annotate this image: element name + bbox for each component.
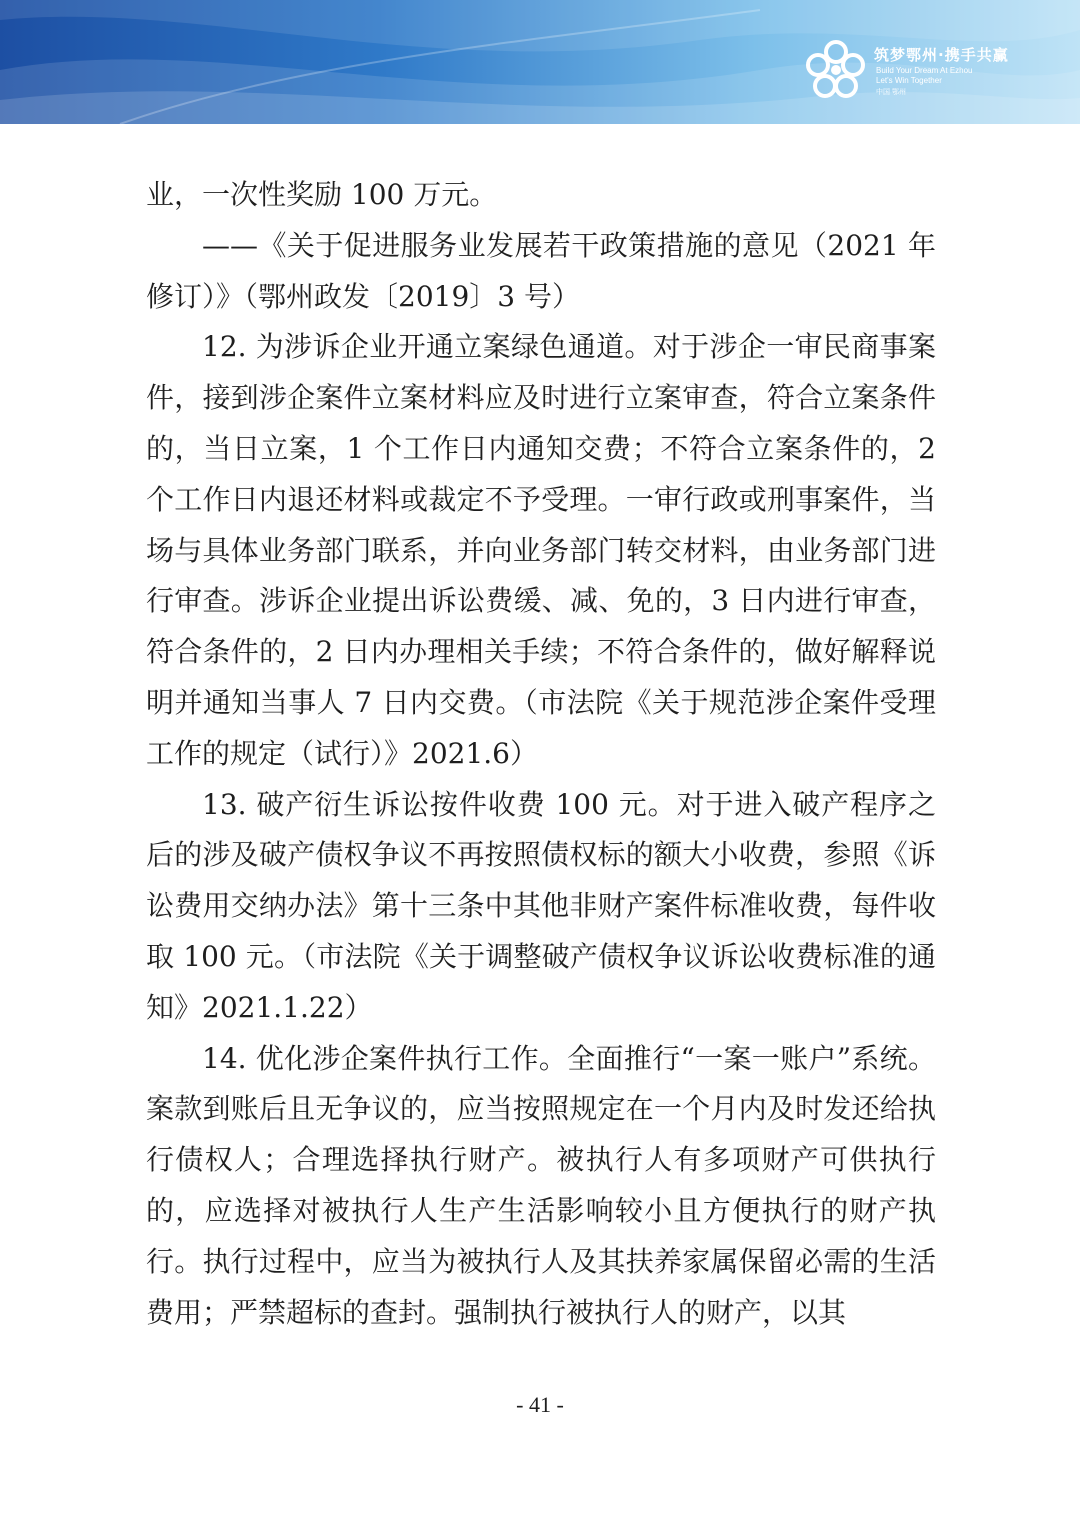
paragraph-item-14: 14. 优化涉企案件执行工作。全面推行“一案一账户”系统。案款到账后且无争议的，应当按照规定在一个月内及时发还给执行债权人；合理选择执行财产。被执行人有多项财产可供执行的，应选择对被执行人生产生活影响较小且方便执行的财产执行。执行过程中，应当为被执行人及其扶养家属保留必需的生活费用；严禁超标的查封。强制执行被执行人的财产，以其 bbox=[146, 1041, 936, 1329]
logo-english-line-1: Build Your Dream At Ezhou bbox=[876, 66, 973, 75]
header-banner bbox=[0, 0, 1080, 124]
page-number: - 41 - bbox=[516, 1392, 564, 1417]
logo-location-text: 中国 鄂州 bbox=[876, 89, 906, 96]
paragraph-item-12: 12. 为涉诉企业开通立案绿色通道。对于涉企一审民商事案件，接到涉企案件立案材料应及时进行立案审查，符合立案条件的，当日立案，1 个工作日内通知交费；不符合立案条件的，2 个工作日内退还材料或裁定不予受理。一审行政或刑事案件，当场与具体业务部门联系，并向业务部门转交材料，由业务部门进行审查。涉诉企业提出诉讼费缓、减、免的，3 日内进行审查，符合条件的，2 日内办理相关手续；不符合条件的，做好解释说明并通知当事人 7 日内交费。（市法院《关于规范涉企案件受理工作的规定（试行）》2021.6） bbox=[146, 330, 936, 770]
paragraph-item-13: 13. 破产衍生诉讼按件收费 100 元。对于进入破产程序之后的涉及破产债权争议不再按照债权标的额大小收费，参照《诉讼费用交纳办法》第十三条中其他非财产案件标准收费，每件收取 100 元。（市法院《关于调整破产债权争议诉讼收费标准的通知》2021.1.22） bbox=[146, 787, 936, 1024]
logo-chinese-text: 筑梦鄂州·携手共赢 bbox=[874, 46, 1009, 64]
paragraph-reward: 业，一次性奖励 100 万元。 bbox=[146, 178, 498, 211]
brand-logo bbox=[804, 38, 1064, 102]
document-body bbox=[146, 170, 936, 1338]
flower-logo-icon bbox=[804, 38, 868, 102]
logo-english-line-2: Let's Win Together bbox=[876, 76, 942, 85]
paragraph-source-citation: ——《关于促进服务业发展若干政策措施的意见（2021 年修订）》（鄂州政发〔2019〕3 号） bbox=[146, 228, 936, 313]
